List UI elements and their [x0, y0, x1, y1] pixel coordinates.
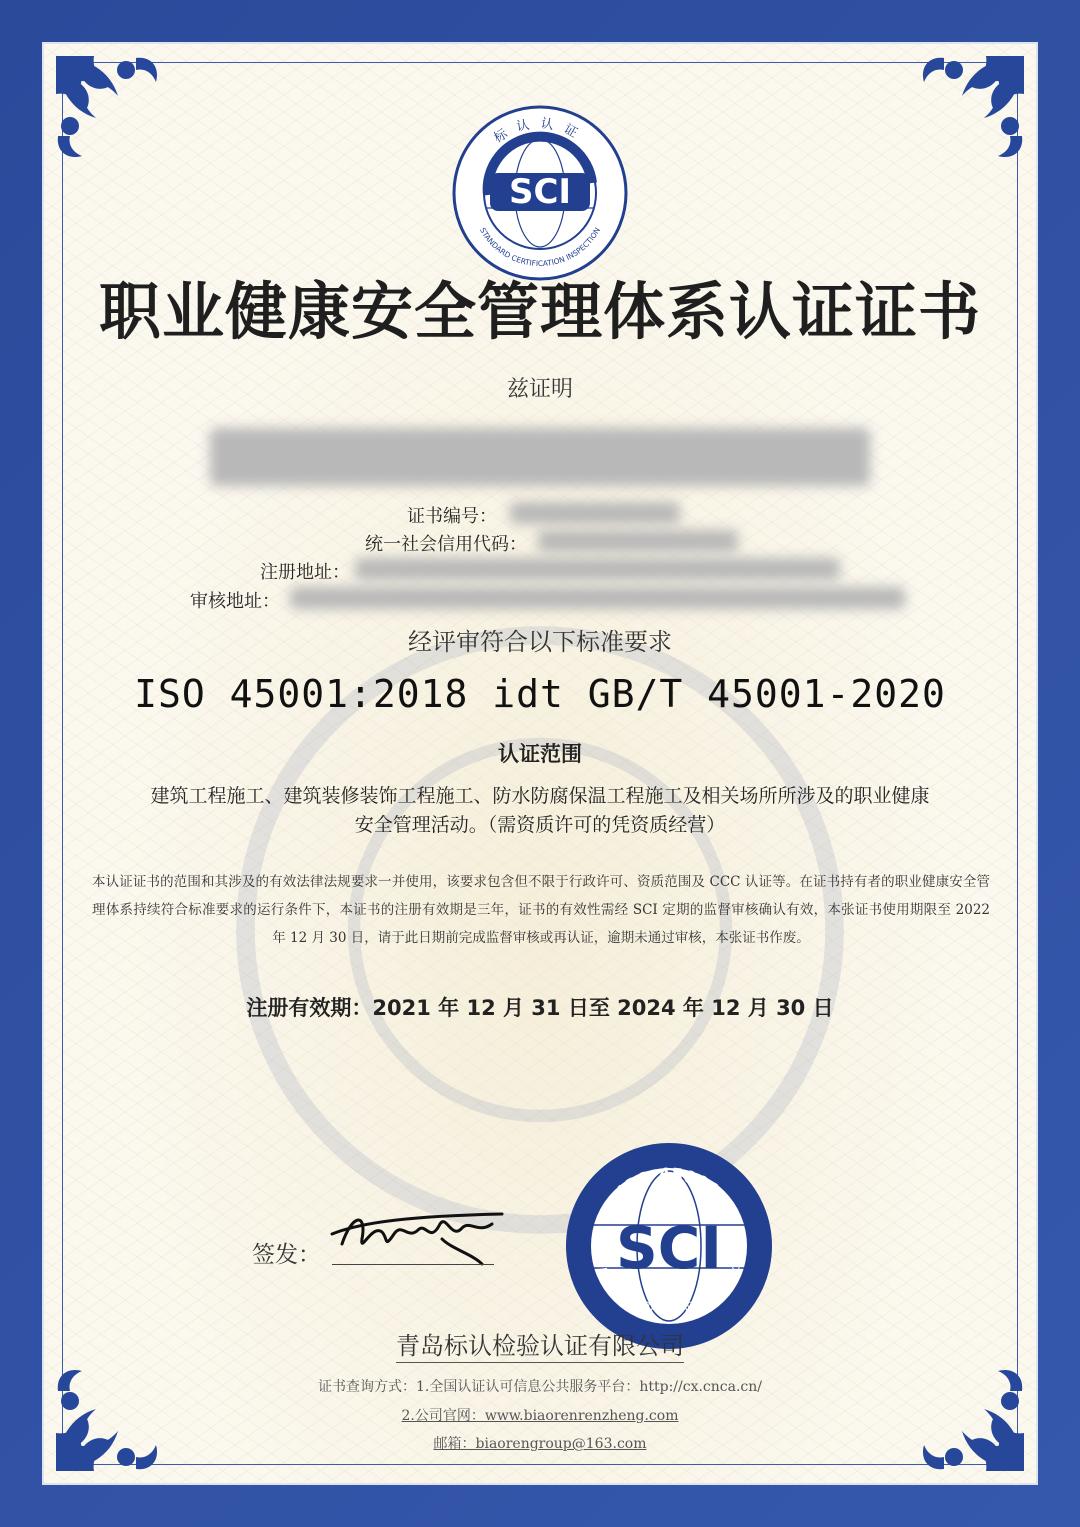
svg-text:标认认证: 标认认证 [491, 116, 589, 147]
certificate-notice: 本认证证书的范围和其涉及的有效法律法规要求一并使用，该要求包含但不限于行政许可、资质范围及 CCC 认证等。在证书持有者的职业健康安全管理体系持续符合标准要求的运行条件下，本证书的注册有效期是三年，证书的有效性需经 SCI 定期的监督审核确认有效，本张证书使用期限至 2022 年 12 月 30 日，请于此日期前完成监督审核或再认证，逾期未通过审核，本张证书作废。 [92, 874, 990, 946]
query-line-2: 2.公司官网：www.biaorenrenzheng.com [401, 1408, 679, 1424]
svg-text:ISO 45001: ISO 45001 [614, 1164, 724, 1202]
logo-top-text: SCI [508, 172, 572, 212]
sci-logo-top-icon [450, 103, 630, 283]
credit-code-label: 统一社会信用代码： [365, 534, 527, 555]
query-line-1: 证书查询方式：1.全国认证认可信息公共服务平台：http://cx.cnca.cn/ [318, 1379, 762, 1395]
scope-title: 认证范围 [498, 741, 582, 766]
scope-line-1: 建筑工程施工、建筑装修装饰工程施工、防水防腐保温工程施工及相关场所所涉及的职业健康 [150, 785, 930, 807]
credit-code-redacted [538, 530, 738, 552]
scope-line-2: 安全管理活动。（需资质许可的凭资质经营） [354, 814, 726, 836]
corner-ornament-icon [912, 48, 1032, 168]
issuing-company [0, 1326, 1080, 1361]
audit-address-redacted [290, 587, 905, 609]
company-name: 青岛标认检验认证有限公司 [396, 1332, 684, 1363]
svg-text:STANDARD CERTIFICATION INSPECT: STANDARD CERTIFICATION INSPECTION [591, 1255, 747, 1316]
standard-code: ISO 45001:2018 idt GB/T 45001-2020 [134, 672, 946, 716]
corner-ornament-icon [48, 48, 168, 168]
scope-text [90, 782, 990, 840]
reg-address-label: 注册地址： [260, 562, 350, 583]
svg-text:STANDARD CERTIFICATION INSPECT: STANDARD CERTIFICATION INSPECTION [477, 226, 603, 269]
cert-no-label: 证书编号： [407, 506, 497, 527]
company-name-redacted [210, 428, 870, 486]
audit-address-label: 审核地址： [190, 591, 280, 612]
query-line-3: 邮箱：biaorengroup@163.com [433, 1436, 647, 1452]
signature-icon [322, 1194, 512, 1269]
validity-period: 注册有效期：2021 年 12 月 31 日至 2024 年 12 月 30 日 [246, 996, 834, 1020]
cert-no-redacted [510, 502, 680, 524]
criteria-statement: 经评审符合以下标准要求 [408, 628, 672, 656]
sci-iso-seal-icon [563, 1140, 775, 1352]
signature-line [332, 1264, 494, 1265]
reg-address-redacted [355, 558, 840, 580]
logo-bottom-text: SCI [616, 1214, 722, 1282]
hereby-certify: 兹证明 [506, 377, 573, 402]
sign-label: 签发： [252, 1242, 321, 1268]
certificate-title: 职业健康安全管理体系认证证书 [98, 275, 981, 348]
